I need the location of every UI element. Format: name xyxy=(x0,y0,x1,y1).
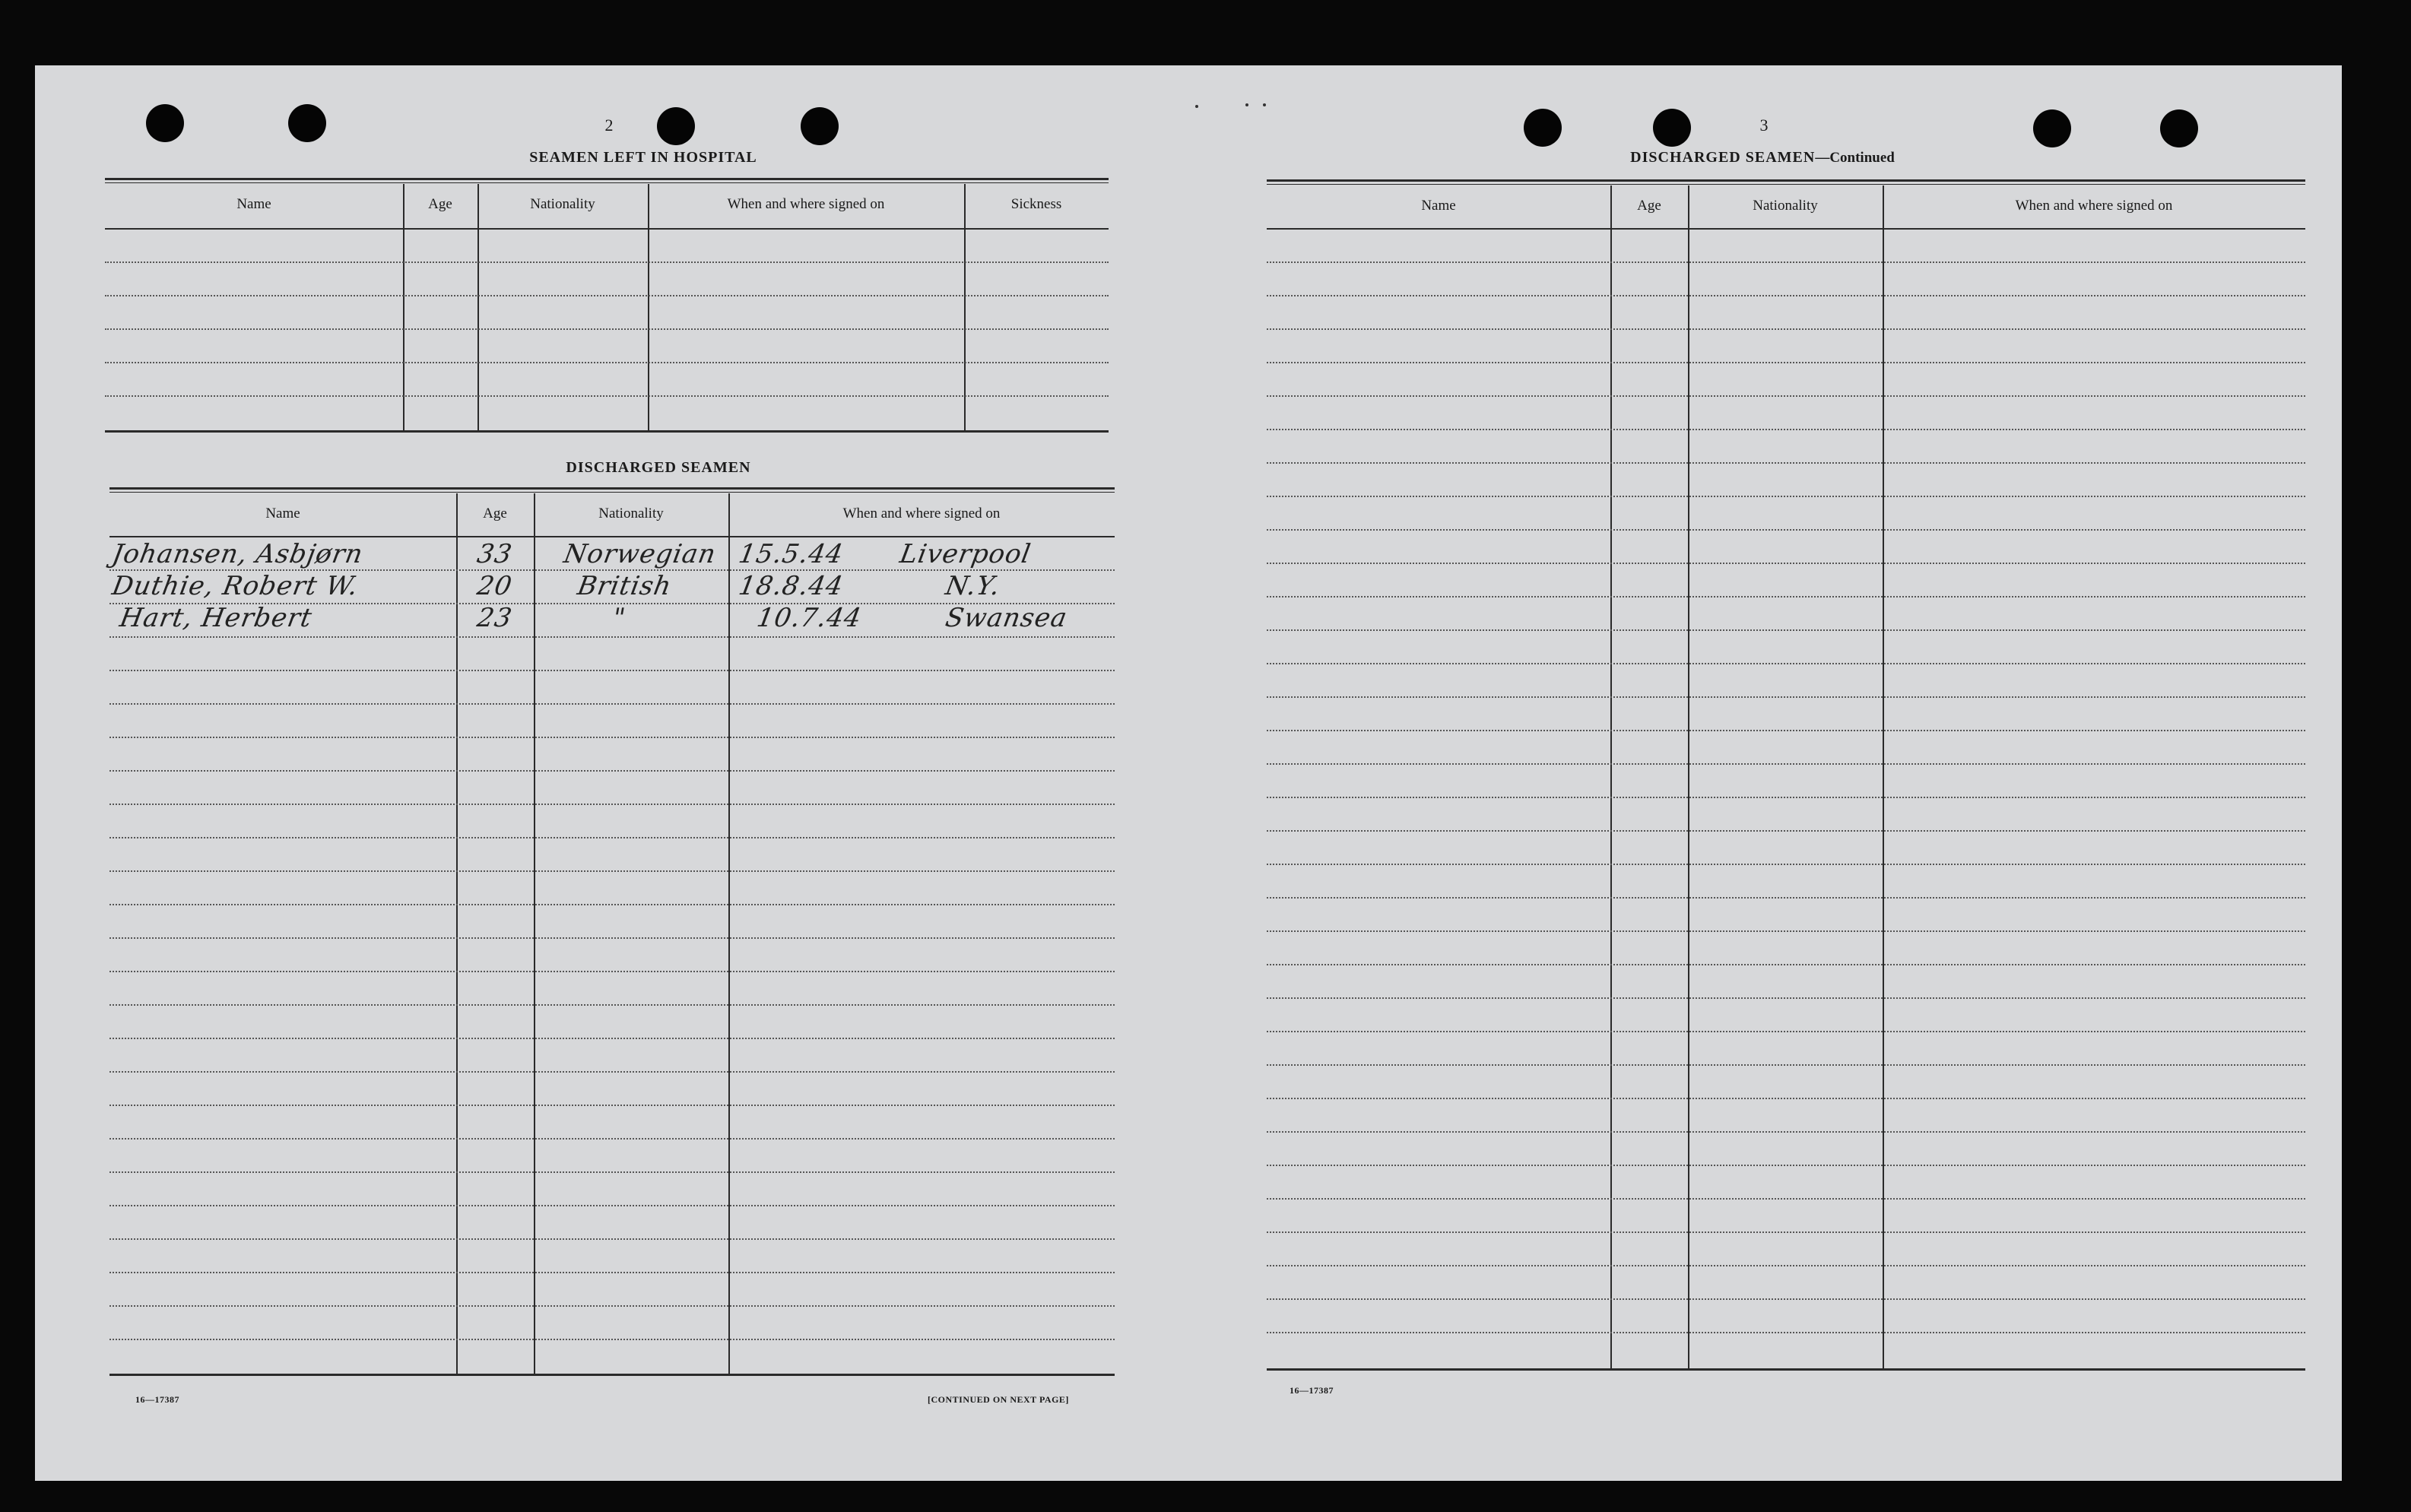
col-header-nationality: Nationality xyxy=(530,196,595,212)
row-line xyxy=(1267,1064,2305,1066)
row-line xyxy=(1267,964,2305,965)
entry-age: 23 xyxy=(474,603,515,633)
punch-hole xyxy=(657,107,695,145)
row-line xyxy=(1267,462,2305,464)
punch-hole xyxy=(1653,109,1691,147)
column-divider xyxy=(456,493,458,1375)
entry-name: Duthie, Robert W. xyxy=(109,571,361,601)
header-rule xyxy=(105,228,1109,230)
row-line xyxy=(109,804,1115,805)
discharged-section-title: DISCHARGED SEAMEN xyxy=(566,459,751,476)
row-line xyxy=(1267,529,2305,531)
row-line xyxy=(1267,563,2305,564)
row-line xyxy=(1267,797,2305,798)
row-line xyxy=(1267,295,2305,296)
table-rule xyxy=(109,487,1115,490)
row-line xyxy=(1267,696,2305,698)
row-line xyxy=(1267,429,2305,430)
punch-hole xyxy=(2033,109,2071,147)
row-line xyxy=(109,737,1115,738)
row-line xyxy=(1267,1332,2305,1333)
form-number-right: 16—17387 xyxy=(1290,1385,1334,1396)
row-line xyxy=(109,1238,1115,1240)
column-divider xyxy=(728,493,730,1375)
row-line xyxy=(1267,395,2305,397)
row-line xyxy=(1267,496,2305,497)
speck xyxy=(1195,105,1198,108)
speck xyxy=(1245,103,1248,106)
right-section-title xyxy=(1496,149,2029,166)
row-line xyxy=(109,971,1115,972)
entry-place: N.Y. xyxy=(943,571,1003,601)
row-line xyxy=(1267,262,2305,263)
row-line xyxy=(109,1339,1115,1340)
row-line xyxy=(1267,1298,2305,1300)
col-header-age: Age xyxy=(1637,198,1661,214)
row-line xyxy=(109,1205,1115,1206)
table-rule xyxy=(105,182,1109,183)
punch-hole xyxy=(2160,109,2198,147)
continued-note: [CONTINUED ON NEXT PAGE] xyxy=(928,1394,1069,1405)
row-line xyxy=(1267,1098,2305,1099)
row-line xyxy=(1267,362,2305,363)
document-sheet xyxy=(35,65,2342,1481)
row-line xyxy=(109,703,1115,705)
form-number-left: 16—17387 xyxy=(135,1394,179,1405)
right-title-main: DISCHARGED SEAMEN xyxy=(1630,149,1816,166)
row-line xyxy=(1267,763,2305,765)
entry-age: 20 xyxy=(474,571,515,601)
row-line xyxy=(109,1305,1115,1307)
row-line xyxy=(1267,629,2305,631)
row-line xyxy=(1267,1031,2305,1032)
punch-hole xyxy=(146,104,184,142)
discharged-table-left xyxy=(109,487,1115,1377)
row-line xyxy=(109,1105,1115,1106)
col-header-name: Name xyxy=(265,506,300,521)
speck xyxy=(1263,103,1266,106)
page-number-right: 3 xyxy=(1759,116,1769,135)
row-line xyxy=(1267,1131,2305,1133)
col-header-signed-on: When and where signed on xyxy=(727,196,885,212)
row-line xyxy=(109,1038,1115,1039)
table-rule xyxy=(109,492,1115,493)
entry-place: Swansea xyxy=(943,603,1070,633)
row-line xyxy=(1267,997,2305,999)
entry-date: 18.8.44 xyxy=(736,571,846,601)
row-line xyxy=(109,636,1115,638)
punch-hole xyxy=(801,107,839,145)
row-line xyxy=(109,870,1115,872)
row-line xyxy=(1267,730,2305,731)
col-header-nationality: Nationality xyxy=(1753,198,1818,214)
row-line xyxy=(109,670,1115,671)
hospital-section-title: SEAMEN LEFT IN HOSPITAL xyxy=(529,149,757,166)
table-bottom-rule xyxy=(105,430,1109,433)
table-bottom-rule xyxy=(1267,1368,2305,1371)
entry-nationality: Norwegian xyxy=(561,539,719,569)
row-line xyxy=(105,328,1109,330)
row-line xyxy=(1267,830,2305,832)
row-line xyxy=(1267,1165,2305,1166)
entry-age: 33 xyxy=(474,539,515,569)
row-line xyxy=(109,1071,1115,1073)
row-line xyxy=(1267,328,2305,330)
row-line xyxy=(105,262,1109,263)
row-line xyxy=(1267,1231,2305,1233)
entry-date: 15.5.44 xyxy=(736,539,846,569)
table-rule xyxy=(1267,184,2305,185)
header-rule xyxy=(1267,228,2305,230)
row-line xyxy=(109,770,1115,772)
entry-nationality: " xyxy=(610,603,629,633)
row-line xyxy=(105,362,1109,363)
row-line xyxy=(109,837,1115,838)
row-line xyxy=(1267,897,2305,899)
table-rule xyxy=(105,178,1109,180)
row-line xyxy=(109,904,1115,905)
discharged-table-right xyxy=(1267,179,2305,1373)
col-header-age: Age xyxy=(428,196,452,212)
table-rule xyxy=(1267,179,2305,182)
row-line xyxy=(1267,1198,2305,1200)
row-line xyxy=(109,1272,1115,1273)
row-line xyxy=(109,1171,1115,1173)
page-number-left: 2 xyxy=(604,116,614,135)
col-header-name: Name xyxy=(236,196,271,212)
row-line xyxy=(109,1138,1115,1140)
row-line xyxy=(105,395,1109,397)
col-header-name: Name xyxy=(1421,198,1456,214)
col-header-sickness: Sickness xyxy=(1010,196,1062,212)
row-line xyxy=(109,1004,1115,1006)
col-header-signed-on: When and where signed on xyxy=(842,506,1001,521)
entry-date: 10.7.44 xyxy=(754,603,864,633)
right-title-suffix: —Continued xyxy=(1815,150,1895,166)
header-rule xyxy=(109,536,1115,537)
col-header-signed-on: When and where signed on xyxy=(2015,198,2173,214)
row-line xyxy=(109,937,1115,939)
punch-hole xyxy=(1524,109,1562,147)
entry-nationality: British xyxy=(575,571,674,601)
table-bottom-rule xyxy=(109,1374,1115,1376)
row-line xyxy=(1267,864,2305,865)
col-header-age: Age xyxy=(483,506,507,521)
entry-name: Hart, Herbert xyxy=(117,603,315,633)
col-header-nationality: Nationality xyxy=(598,506,664,521)
entry-place: Liverpool xyxy=(897,539,1034,569)
row-line xyxy=(105,295,1109,296)
row-line xyxy=(1267,1265,2305,1266)
column-divider xyxy=(534,493,535,1375)
row-line xyxy=(1267,663,2305,664)
hospital-table xyxy=(105,178,1109,436)
punch-hole xyxy=(288,104,326,142)
row-line xyxy=(1267,930,2305,932)
row-line xyxy=(1267,596,2305,598)
entry-name: Johansen, Asbjørn xyxy=(109,539,366,569)
